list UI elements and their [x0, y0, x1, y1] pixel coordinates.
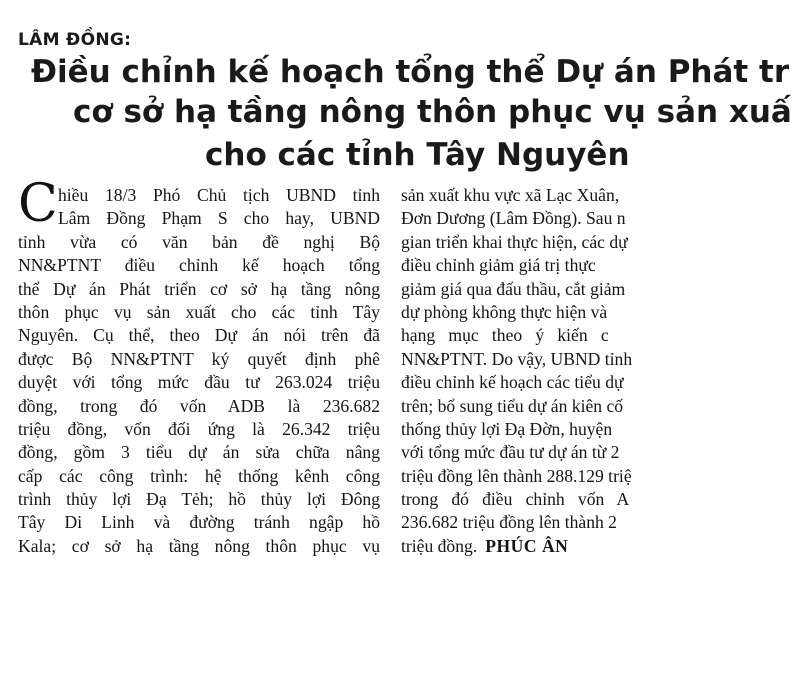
- body-line: đồng, trong đó vốn ADB là 236.682: [18, 395, 380, 416]
- body-line: cấp các công trình: hệ thống kênh công: [18, 465, 380, 486]
- body-line: Kala; cơ sở hạ tầng nông thôn phục vụ: [18, 535, 380, 556]
- body-line: tỉnh vừa có văn bản đề nghị Bộ: [18, 231, 380, 252]
- body-line: triệu đồng lên thành 288.129 triệ: [401, 465, 632, 486]
- body-line: đồng, gồm 3 tiểu dự án sửa chữa nâng: [18, 442, 380, 463]
- body-line: thể Dự án Phát triển cơ sở hạ tầng nông: [18, 278, 380, 299]
- body-line: thống thủy lợi Đạ Đờn, huyện: [401, 418, 613, 439]
- body-line: điều chỉnh giảm giá trị thực: [401, 255, 596, 276]
- body-line: triệu đồng, vốn đối ứng là 26.342 triệu: [18, 418, 380, 439]
- body-line: được Bộ NN&PTNT ký quyết định phê: [18, 348, 380, 369]
- body-column-2: [401, 184, 761, 558]
- article-kicker: LÂM ĐỒNG:: [18, 30, 132, 50]
- body-line: Nguyên. Cụ thể, theo Dự án nói trên đã: [18, 325, 380, 346]
- body-line: Lâm Đồng Phạm S cho hay, UBND: [58, 208, 380, 229]
- body-line: [401, 535, 761, 558]
- body-line: NN&PTNT. Do vậy, UBND tỉnh: [401, 348, 633, 369]
- body-line: trên; bổ sung tiểu dự án kiên cố: [401, 395, 624, 416]
- body-line: NN&PTNT điều chỉnh kế hoạch tổng: [18, 255, 380, 276]
- body-line: 236.682 triệu đồng lên thành 2: [401, 512, 617, 533]
- body-line: sản xuất khu vực xã Lạc Xuân,: [401, 185, 620, 205]
- body-line: hạng mục theo ý kiến c: [401, 325, 609, 346]
- body-line-text: hiều 18/3 Phó Chủ tịch UBND tỉnh: [58, 185, 380, 205]
- body-line: dự phòng không thực hiện và: [401, 301, 608, 322]
- body-line: Đơn Dương (Lâm Đồng). Sau n: [401, 208, 626, 229]
- headline-line: cho các tỉnh Tây Nguyên: [205, 137, 630, 173]
- body-line: điều chỉnh kế hoạch các tiểu dự: [401, 372, 624, 393]
- headline-line: Điều chỉnh kế hoạch tổng thể Dự án Phát tr: [31, 54, 790, 90]
- body-line: với tổng mức đầu tư dự án từ 2: [401, 442, 620, 463]
- body-line: trình thủy lợi Đạ Tẻh; hồ thủy lợi Đông: [18, 489, 380, 510]
- body-column-1: [18, 174, 380, 558]
- body-line: gian triển khai thực hiện, các dự: [401, 231, 628, 252]
- body-line: duyệt với tổng mức đầu tư 263.024 triệu: [18, 372, 380, 393]
- drop-cap: C: [18, 174, 58, 234]
- body-line-text: triệu đồng.: [401, 535, 478, 556]
- body-line: giảm giá qua đấu thầu, cắt giảm: [401, 278, 626, 299]
- body-line: thôn phục vụ sản xuất cho các tỉnh Tây: [18, 301, 380, 322]
- body-line: trong đó điều chỉnh vốn A: [401, 489, 630, 510]
- body-line: Tây Di Linh và đường tránh ngập hồ: [18, 512, 380, 533]
- author-byline: PHÚC ÂN: [485, 535, 569, 556]
- headline-line: cơ sở hạ tầng nông thôn phục vụ sản xuấ: [73, 94, 792, 130]
